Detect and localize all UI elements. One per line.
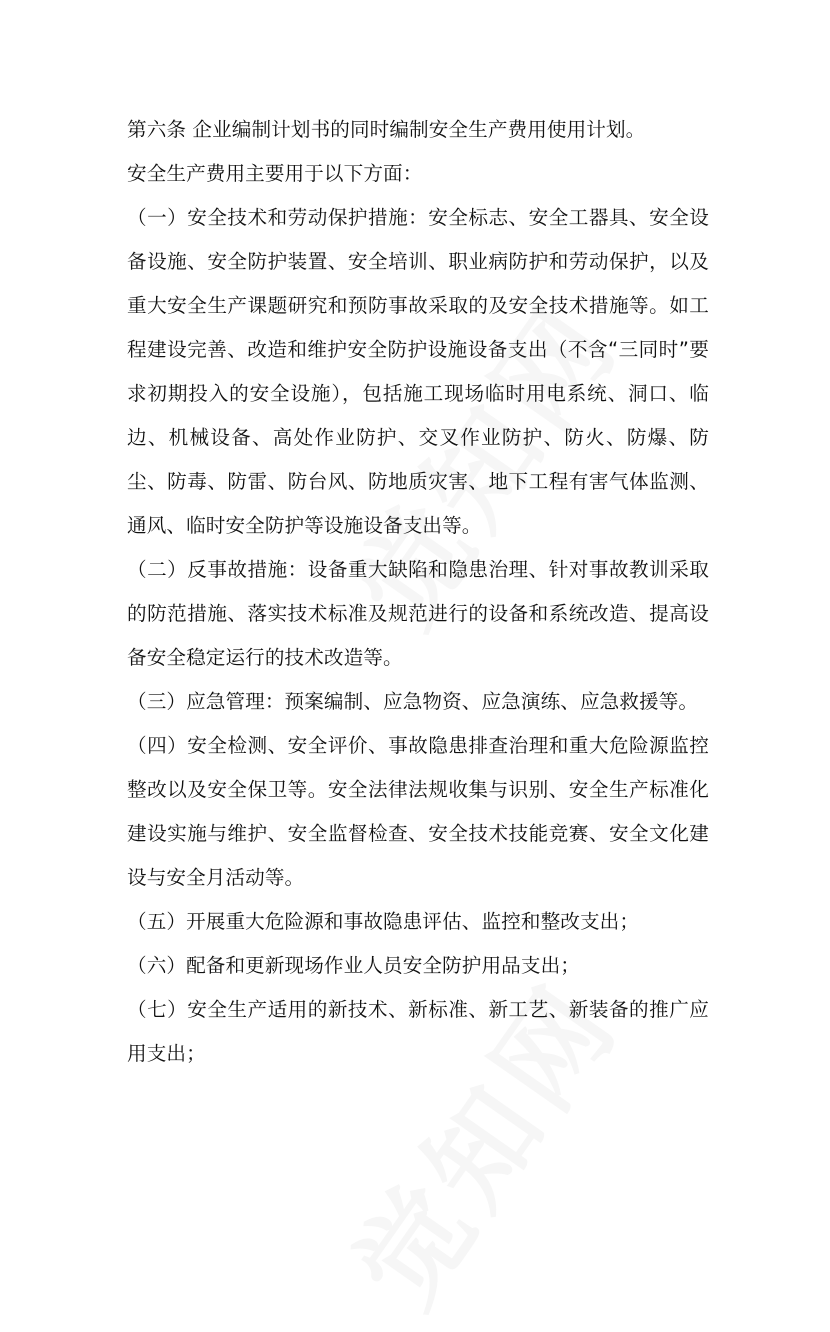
article-heading: 第六条 企业编制计划书的同时编制安全生产费用使用计划。 — [127, 118, 646, 141]
document-body — [127, 108, 709, 1076]
item-2-paragraph: （二）反事故措施：设备重大缺陷和隐患治理、针对事故教训采取的防范措施、落实技术标准及规范进行的设备和系统改造、提高设备安全稳定运行的技术改造等。 — [127, 558, 709, 669]
item-7-paragraph: （七）安全生产适用的新技术、新标准、新工艺、新装备的推广应用支出； — [127, 998, 709, 1065]
item-4-paragraph: （四）安全检测、安全评价、事故隐患排查治理和重大危险源监控整改以及安全保卫等。安全法律法规收集与识别、安全生产标准化建设实施与维护、安全监督检查、安全技术技能竞赛、安全文化建设与安全月活动等。 — [127, 734, 709, 889]
item-6-paragraph: （六）配备和更新现场作业人员安全防护用品支出； — [127, 954, 580, 977]
item-1-paragraph: （一）安全技术和劳动保护措施：安全标志、安全工器具、安全设备设施、安全防护装置、安全培训、职业病防护和劳动保护，以及重大安全生产课题研究和预防事故采取的及安全技术措施等。如工程建设完善、改造和维护安全防护设施设备支出（不含“三同时”要求初期投入的安全设施），包括施工现场临时用电系统、洞口、临边、机械设备、高处作业防护、交叉作业防护、防火、防爆、防尘、防毒、防雷、防台风、防地质灾害、地下工程有害气体监测、通风、临时安全防护等设施设备支出等。 — [127, 206, 709, 537]
intro-paragraph: 安全生产费用主要用于以下方面： — [127, 162, 423, 185]
item-3-paragraph: （三）应急管理：预案编制、应急物资、应急演练、应急救援等。 — [127, 690, 699, 713]
item-5-paragraph: （五）开展重大危险源和事故隐患评估、监控和整改支出； — [127, 910, 640, 933]
